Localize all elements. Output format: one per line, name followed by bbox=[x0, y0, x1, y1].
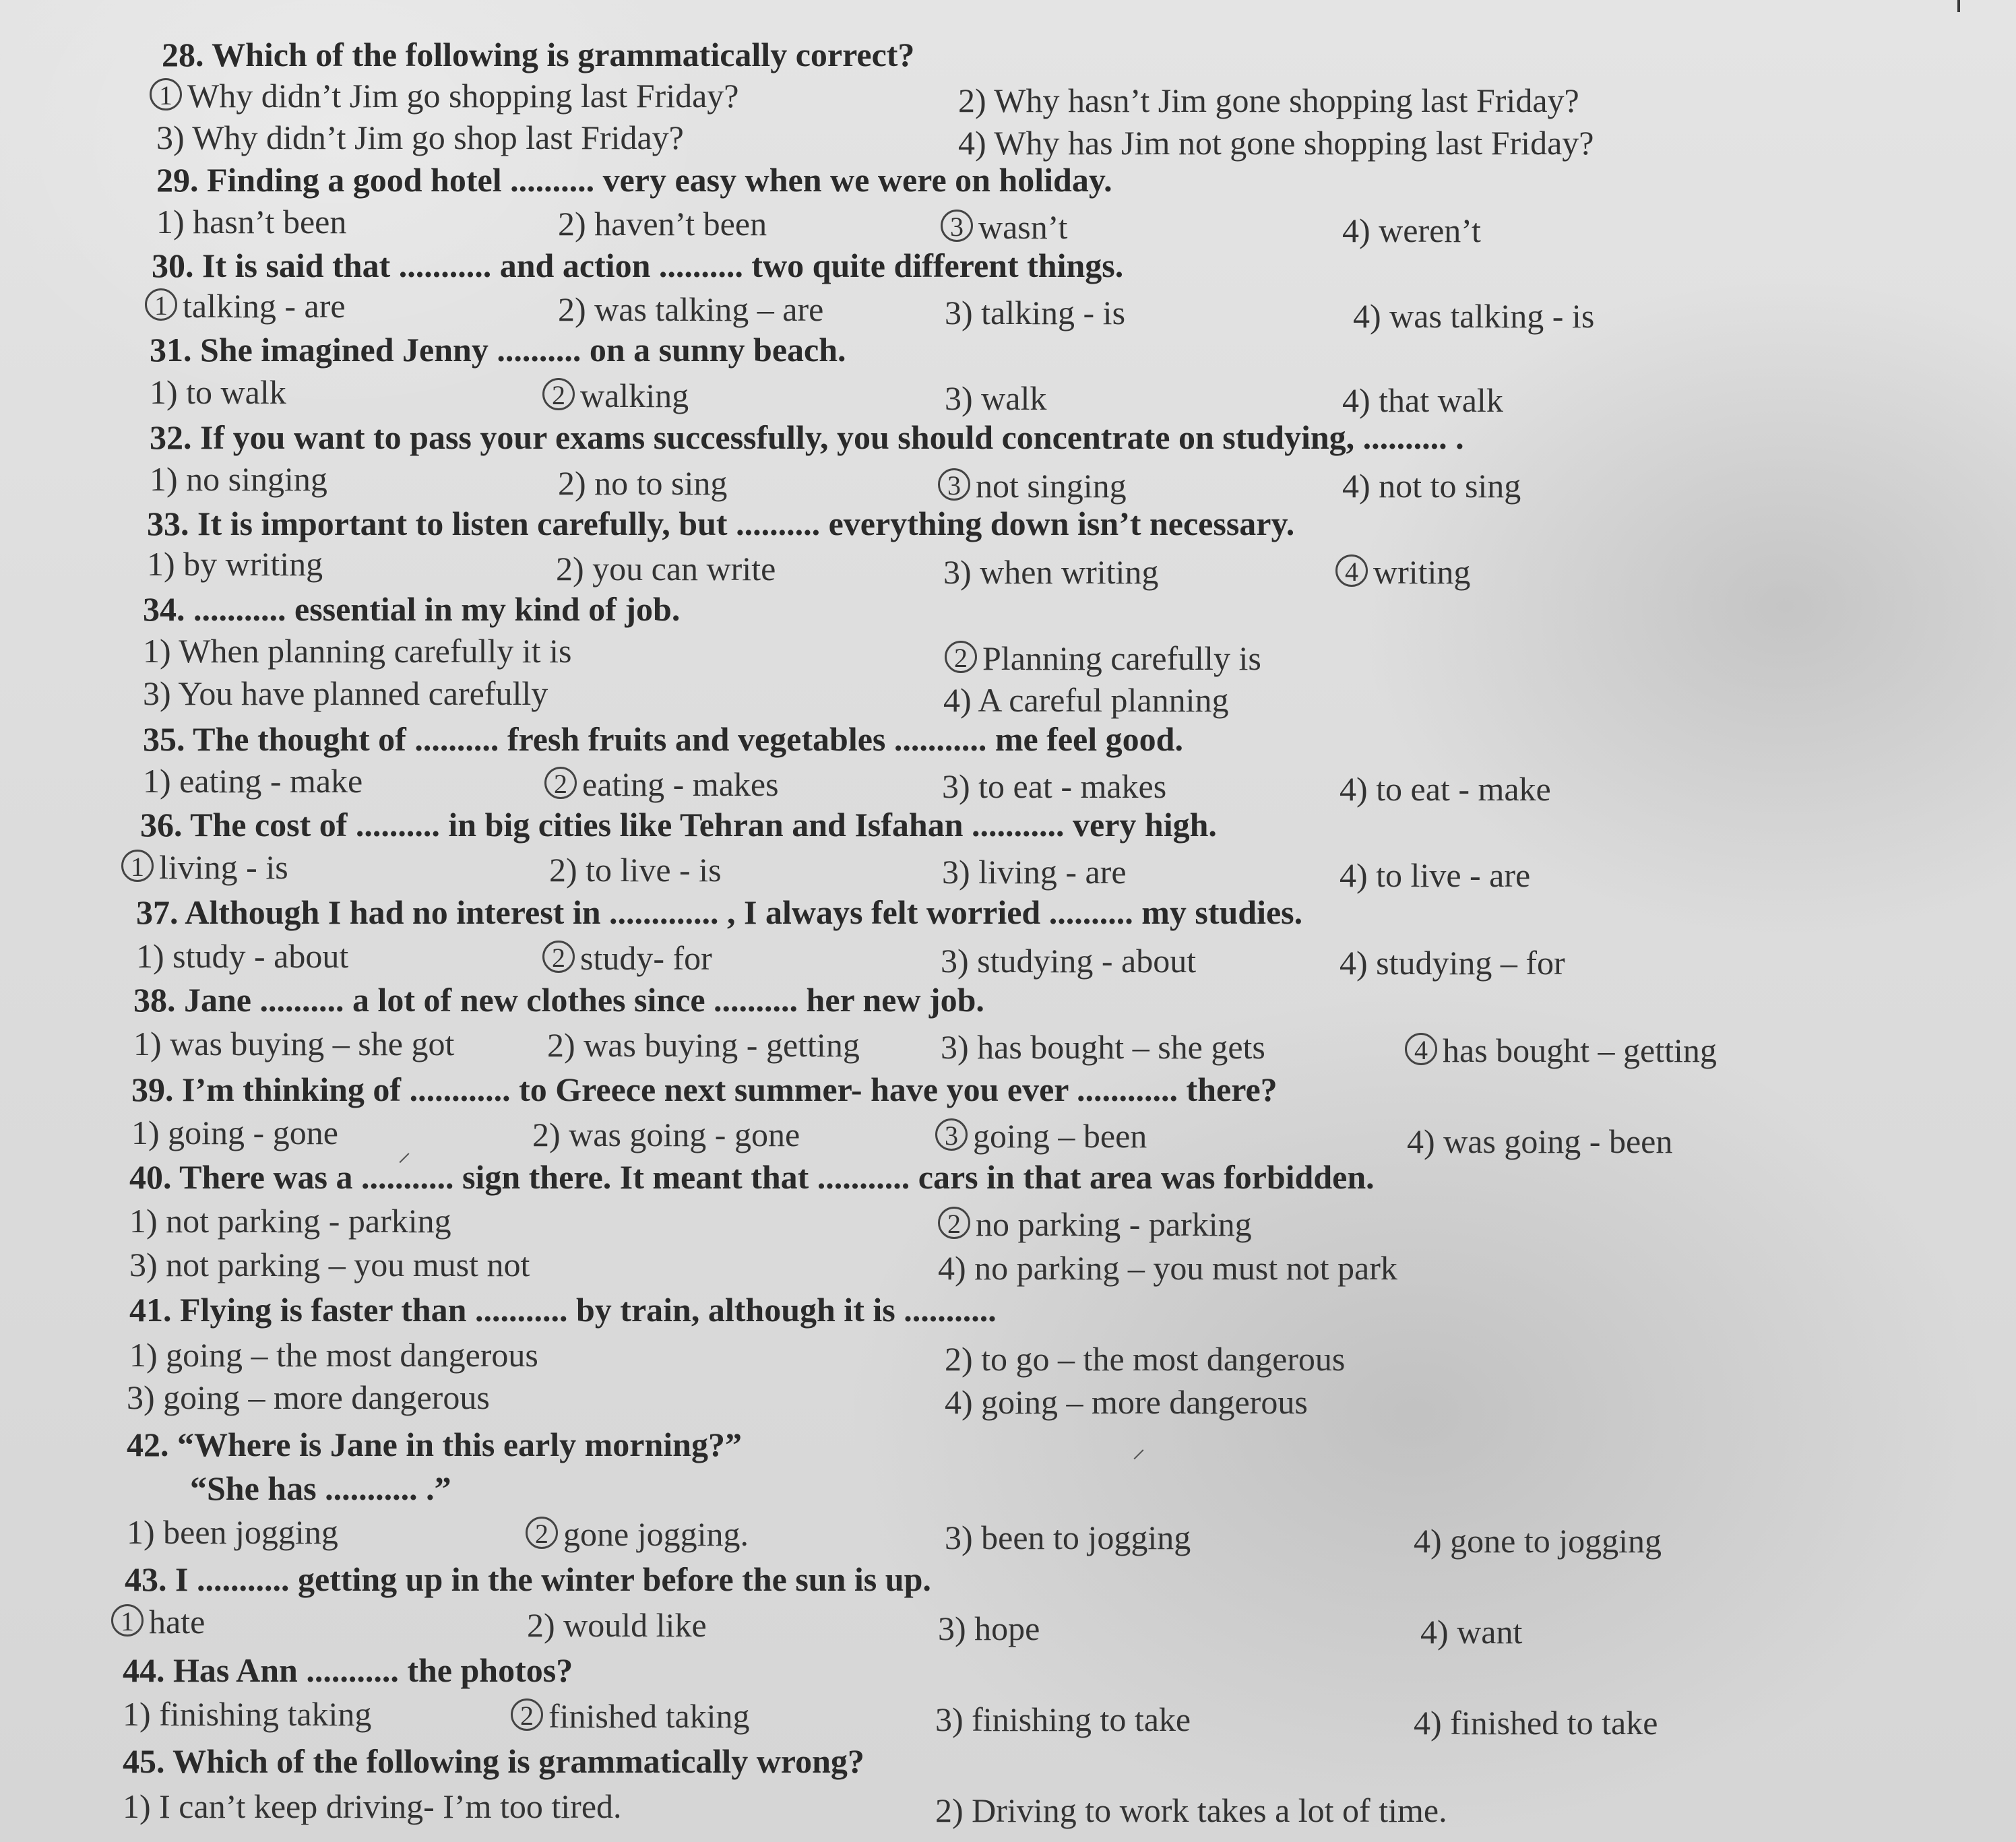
q30-option-2: 2) was talking – are bbox=[558, 290, 824, 328]
answer-circle-mark: 1 bbox=[111, 1604, 144, 1637]
answer-circle-mark: 2 bbox=[542, 941, 575, 973]
q31-option-3: 3) walk bbox=[945, 379, 1047, 417]
q36-option-2: 2) to live - is bbox=[549, 851, 722, 889]
q39-option-4: 4) was going - been bbox=[1407, 1122, 1673, 1160]
q37-option-1: 1) study - about bbox=[136, 937, 349, 975]
question-37: 37. Although I had no interest in ............. , I always felt worried .......... my studies. bbox=[136, 893, 1303, 931]
q30-option-3: 3) talking - is bbox=[945, 294, 1126, 331]
question-31: 31. She imagined Jenny .......... on a sunny beach. bbox=[150, 331, 846, 369]
q31-option-4: 4) that walk bbox=[1342, 381, 1503, 419]
q28-option-4: 4) Why has Jim not gone shopping last Friday? bbox=[958, 124, 1594, 162]
pencil-tick-mark: ⸝ bbox=[398, 1137, 411, 1167]
question-40: 40. There was a ........... sign there. It meant that ........... cars in that area was forbidden. bbox=[129, 1158, 1375, 1196]
question-34: 34. ........... essential in my kind of job. bbox=[143, 590, 681, 628]
q33-option-3: 3) when writing bbox=[943, 553, 1159, 591]
answer-circle-mark: 1 bbox=[121, 850, 154, 882]
q29-option-3: 3 wasn’t bbox=[941, 208, 1067, 247]
q42-option-1: 1) been jogging bbox=[127, 1513, 338, 1551]
q38-option-4: 4 has bought – getting bbox=[1405, 1031, 1717, 1070]
question-42: 42. “Where is Jane in this early morning?” bbox=[127, 1426, 742, 1463]
question-35: 35. The thought of .......... fresh fruits and vegetables ........... me feel good. bbox=[143, 720, 1183, 758]
question-39: 39. I’m thinking of ............ to Greece next summer- have you ever ............ there? bbox=[131, 1071, 1278, 1108]
q32-option-4: 4) not to sing bbox=[1342, 467, 1521, 505]
q40-option-4: 4) no parking – you must not park bbox=[938, 1249, 1397, 1287]
question-30: 30. It is said that ........... and action .......... two quite different things. bbox=[152, 247, 1124, 284]
q40-option-2: 2 no parking - parking bbox=[938, 1205, 1252, 1244]
answer-circle-mark: 3 bbox=[941, 210, 973, 242]
q43-option-4: 4) want bbox=[1420, 1613, 1523, 1651]
question-38: 38. Jane .......... a lot of new clothes since .......... her new job. bbox=[133, 981, 984, 1019]
q41-option-2: 2) to go – the most dangerous bbox=[945, 1340, 1346, 1378]
question-33: 33. It is important to listen carefully, but .......... everything down isn’t necessary. bbox=[147, 505, 1295, 542]
question-29: 29. Finding a good hotel .......... very easy when we were on holiday. bbox=[156, 161, 1112, 199]
q43-option-1: 1 hate bbox=[111, 1602, 205, 1641]
q32-option-2: 2) no to sing bbox=[558, 464, 728, 502]
q36-option-4: 4) to live - are bbox=[1340, 856, 1531, 894]
q33-option-4: 4 writing bbox=[1335, 552, 1470, 592]
q44-option-2: 2 finished taking bbox=[511, 1696, 750, 1736]
q41-option-1: 1) going – the most dangerous bbox=[129, 1336, 538, 1374]
question-44: 44. Has Ann ........... the photos? bbox=[123, 1651, 573, 1689]
q35-option-4: 4) to eat - make bbox=[1340, 770, 1551, 808]
answer-circle-mark: 3 bbox=[935, 1118, 968, 1151]
q34-option-2: 2 Planning carefully is bbox=[945, 639, 1261, 678]
q28-option-3: 3) Why didn’t Jim go shop last Friday? bbox=[156, 119, 684, 156]
q32-option-3: 3 not singing bbox=[938, 466, 1127, 505]
q38-option-3: 3) has bought – she gets bbox=[941, 1028, 1265, 1066]
q36-option-3: 3) living - are bbox=[942, 853, 1127, 891]
q35-option-3: 3) to eat - makes bbox=[942, 767, 1167, 805]
question-36: 36. The cost of .......... in big cities like Tehran and Isfahan ........... very high. bbox=[140, 806, 1217, 844]
q34-option-3: 3) You have planned carefully bbox=[143, 674, 548, 712]
question-45: 45. Which of the following is grammatically wrong? bbox=[123, 1742, 864, 1780]
q38-option-2: 2) was buying - getting bbox=[547, 1026, 860, 1064]
q41-option-3: 3) going – more dangerous bbox=[127, 1378, 490, 1416]
q37-option-2: 2 study- for bbox=[542, 939, 712, 978]
q31-option-1: 1) to walk bbox=[150, 373, 286, 411]
answer-circle-mark: 4 bbox=[1335, 554, 1368, 587]
answer-circle-mark: 2 bbox=[945, 641, 977, 673]
answer-circle-mark: 2 bbox=[542, 378, 575, 410]
q45-option-2: 2) Driving to work takes a lot of time. bbox=[935, 1791, 1447, 1829]
q43-option-2: 2) would like bbox=[527, 1606, 707, 1644]
q39-option-1: 1) going - gone bbox=[131, 1114, 338, 1151]
q29-option-4: 4) weren’t bbox=[1342, 212, 1481, 249]
q44-option-1: 1) finishing taking bbox=[123, 1695, 372, 1733]
q29-option-1: 1) hasn’t been bbox=[156, 203, 347, 241]
q38-option-1: 1) was buying – she got bbox=[133, 1025, 455, 1062]
answer-circle-mark: 2 bbox=[544, 767, 577, 799]
q30-option-1: 1 talking - are bbox=[145, 286, 346, 325]
answer-circle-mark: 2 bbox=[938, 1207, 970, 1239]
q33-option-2: 2) you can write bbox=[556, 550, 776, 587]
answer-circle-mark: 2 bbox=[511, 1698, 543, 1731]
q42-option-4: 4) gone to jogging bbox=[1414, 1522, 1662, 1560]
q34-option-4: 4) A careful planning bbox=[943, 681, 1229, 719]
question-42-line-2: “She has ........... .” bbox=[190, 1469, 451, 1507]
q41-option-4: 4) going – more dangerous bbox=[945, 1383, 1308, 1421]
pencil-tick-mark: ⸝ bbox=[1132, 1433, 1145, 1463]
q44-option-4: 4) finished to take bbox=[1414, 1704, 1658, 1742]
q28-option-1: 1 Why didn’t Jim go shopping last Friday? bbox=[150, 76, 738, 115]
q28-option-2: 2) Why hasn’t Jim gone shopping last Friday? bbox=[958, 82, 1579, 119]
q36-option-1: 1 living - is bbox=[121, 848, 288, 887]
q34-option-1: 1) When planning carefully it is bbox=[143, 632, 572, 670]
q30-option-4: 4) was talking - is bbox=[1353, 297, 1595, 335]
q42-option-3: 3) been to jogging bbox=[945, 1519, 1191, 1556]
q33-option-1: 1) by writing bbox=[147, 545, 323, 583]
q32-option-1: 1) no singing bbox=[150, 460, 327, 498]
page-edge-mark bbox=[1957, 0, 1960, 12]
question-32: 32. If you want to pass your exams successfully, you should concentrate on studying, .......... . bbox=[150, 418, 1464, 456]
answer-circle-mark: 2 bbox=[526, 1517, 558, 1549]
q43-option-3: 3) hope bbox=[938, 1610, 1040, 1647]
q37-option-4: 4) studying – for bbox=[1340, 944, 1565, 982]
q35-option-2: 2 eating - makes bbox=[544, 765, 779, 804]
q37-option-3: 3) studying - about bbox=[941, 942, 1197, 980]
q31-option-2: 2 walking bbox=[542, 376, 689, 415]
q35-option-1: 1) eating - make bbox=[143, 762, 363, 800]
answer-circle-mark: 1 bbox=[150, 78, 182, 110]
question-41: 41. Flying is faster than ........... by train, although it is ........... bbox=[129, 1291, 997, 1329]
q45-option-1: 1) I can’t keep driving- I’m too tired. bbox=[123, 1787, 622, 1825]
q29-option-2: 2) haven’t been bbox=[558, 205, 767, 243]
q40-option-1: 1) not parking - parking bbox=[129, 1202, 451, 1240]
answer-circle-mark: 3 bbox=[938, 468, 970, 501]
q39-option-3: 3 going – been bbox=[935, 1116, 1147, 1155]
q42-option-2: 2 gone jogging. bbox=[526, 1515, 749, 1554]
answer-circle-mark: 1 bbox=[145, 288, 177, 321]
q40-option-3: 3) not parking – you must not bbox=[129, 1246, 530, 1283]
question-28: 28. Which of the following is grammatically correct? bbox=[162, 36, 915, 73]
answer-circle-mark: 4 bbox=[1405, 1033, 1437, 1065]
q39-option-2: 2) was going - gone bbox=[532, 1116, 800, 1153]
question-43: 43. I ........... getting up in the winter before the sun is up. bbox=[125, 1560, 931, 1598]
q44-option-3: 3) finishing to take bbox=[935, 1701, 1191, 1738]
